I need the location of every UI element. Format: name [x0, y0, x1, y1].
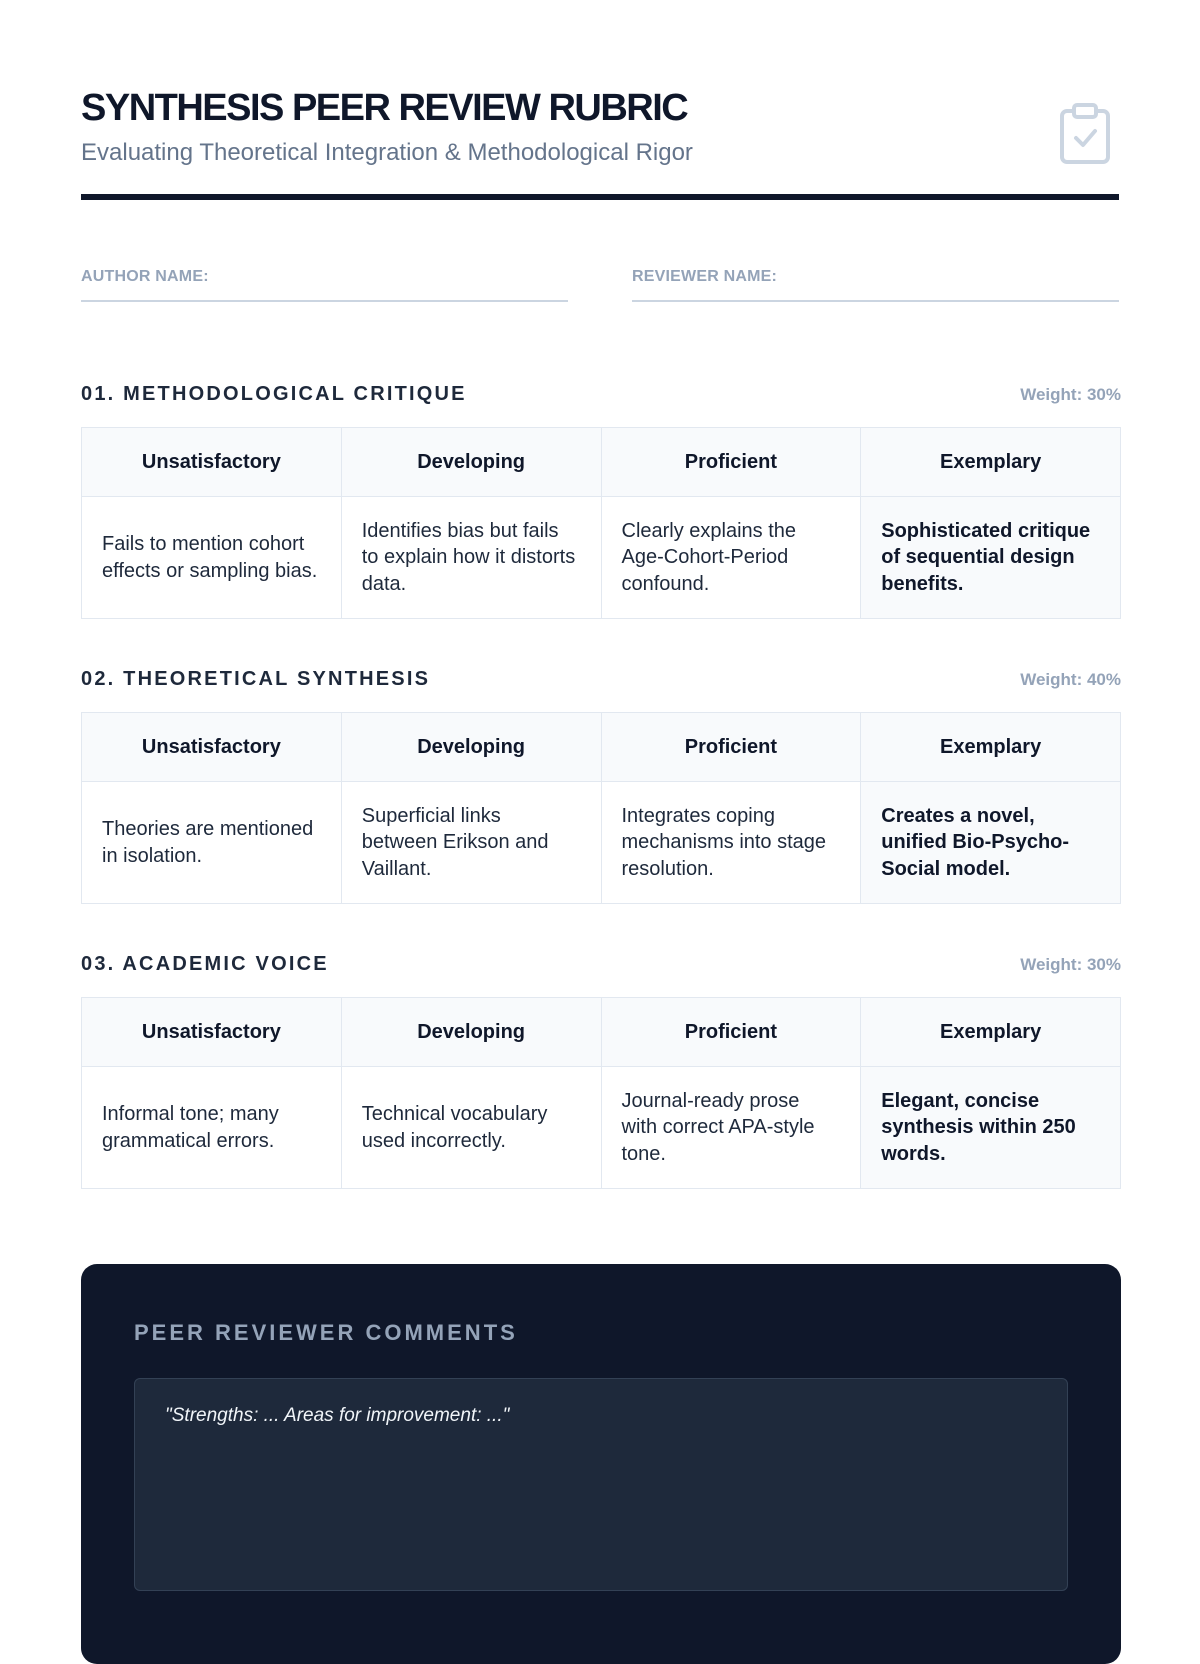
reviewer-name-field[interactable] [632, 264, 1119, 302]
level-header-exemplary: Exemplary [861, 998, 1121, 1067]
level-header-proficient: Proficient [601, 713, 861, 782]
section-weight: Weight: 30% [1020, 955, 1121, 974]
rubric-table [81, 712, 1121, 904]
criteria-proficient[interactable]: Integrates coping mechanisms into stage resolution. [601, 782, 861, 904]
clipboard-check-icon [1059, 103, 1111, 165]
criteria-exemplary[interactable]: Sophisticated critique of sequential design benefits. [861, 497, 1121, 619]
author-name-field[interactable] [81, 264, 568, 302]
level-header-developing: Developing [341, 998, 601, 1067]
peer-reviewer-comments-panel [81, 1264, 1121, 1664]
level-header-developing: Developing [341, 713, 601, 782]
section-title: 03. ACADEMIC VOICE [81, 953, 329, 975]
section-theoretical-synthesis [81, 668, 1121, 904]
rubric-criteria-row [82, 1067, 1121, 1189]
level-header-exemplary: Exemplary [861, 713, 1121, 782]
page-subtitle: Evaluating Theoretical Integration & Methodological Rigor [81, 139, 693, 166]
criteria-unsatisfactory[interactable]: Informal tone; many grammatical errors. [82, 1067, 342, 1189]
rubric-header-row [82, 713, 1121, 782]
criteria-unsatisfactory[interactable]: Fails to mention cohort effects or sampling bias. [82, 497, 342, 619]
comments-placeholder: "Strengths: ... Areas for improvement: ..." [165, 1405, 510, 1426]
level-header-exemplary: Exemplary [861, 428, 1121, 497]
level-header-proficient: Proficient [601, 998, 861, 1067]
rubric-header-row [82, 428, 1121, 497]
section-header [81, 383, 1121, 427]
criteria-exemplary[interactable]: Elegant, concise synthesis within 250 words. [861, 1067, 1121, 1189]
criteria-developing[interactable]: Superficial links between Erikson and Vaillant. [341, 782, 601, 904]
criteria-developing[interactable]: Identifies bias but fails to explain how it distorts data. [341, 497, 601, 619]
criteria-developing[interactable]: Technical vocabulary used incorrectly. [341, 1067, 601, 1189]
rubric-header-row [82, 998, 1121, 1067]
rubric-criteria-row [82, 497, 1121, 619]
page-title: SYNTHESIS PEER REVIEW RUBRIC [81, 87, 688, 129]
section-header [81, 953, 1121, 997]
rubric-header [81, 0, 1119, 200]
criteria-unsatisfactory[interactable]: Theories are mentioned in isolation. [82, 782, 342, 904]
section-methodological-critique [81, 383, 1121, 619]
section-academic-voice [81, 953, 1121, 1189]
section-title: 02. THEORETICAL SYNTHESIS [81, 668, 431, 690]
section-weight: Weight: 40% [1020, 670, 1121, 689]
rubric-table [81, 997, 1121, 1189]
comments-textarea[interactable] [134, 1378, 1068, 1591]
reviewer-name-label: REVIEWER NAME: [632, 268, 778, 285]
author-name-label: AUTHOR NAME: [81, 268, 209, 285]
rubric-criteria-row [82, 782, 1121, 904]
level-header-proficient: Proficient [601, 428, 861, 497]
level-header-unsatisfactory: Unsatisfactory [82, 713, 342, 782]
section-title: 01. METHODOLOGICAL CRITIQUE [81, 383, 467, 405]
section-weight: Weight: 30% [1020, 385, 1121, 404]
criteria-proficient[interactable]: Clearly explains the Age-Cohort-Period confound. [601, 497, 861, 619]
criteria-exemplary[interactable]: Creates a novel, unified Bio-Psycho-Social model. [861, 782, 1121, 904]
comments-title: PEER REVIEWER COMMENTS [134, 1320, 518, 1345]
name-fields [81, 264, 1119, 302]
criteria-proficient[interactable]: Journal-ready prose with correct APA-style tone. [601, 1067, 861, 1189]
level-header-developing: Developing [341, 428, 601, 497]
level-header-unsatisfactory: Unsatisfactory [82, 998, 342, 1067]
rubric-table [81, 427, 1121, 619]
section-header [81, 668, 1121, 712]
level-header-unsatisfactory: Unsatisfactory [82, 428, 342, 497]
